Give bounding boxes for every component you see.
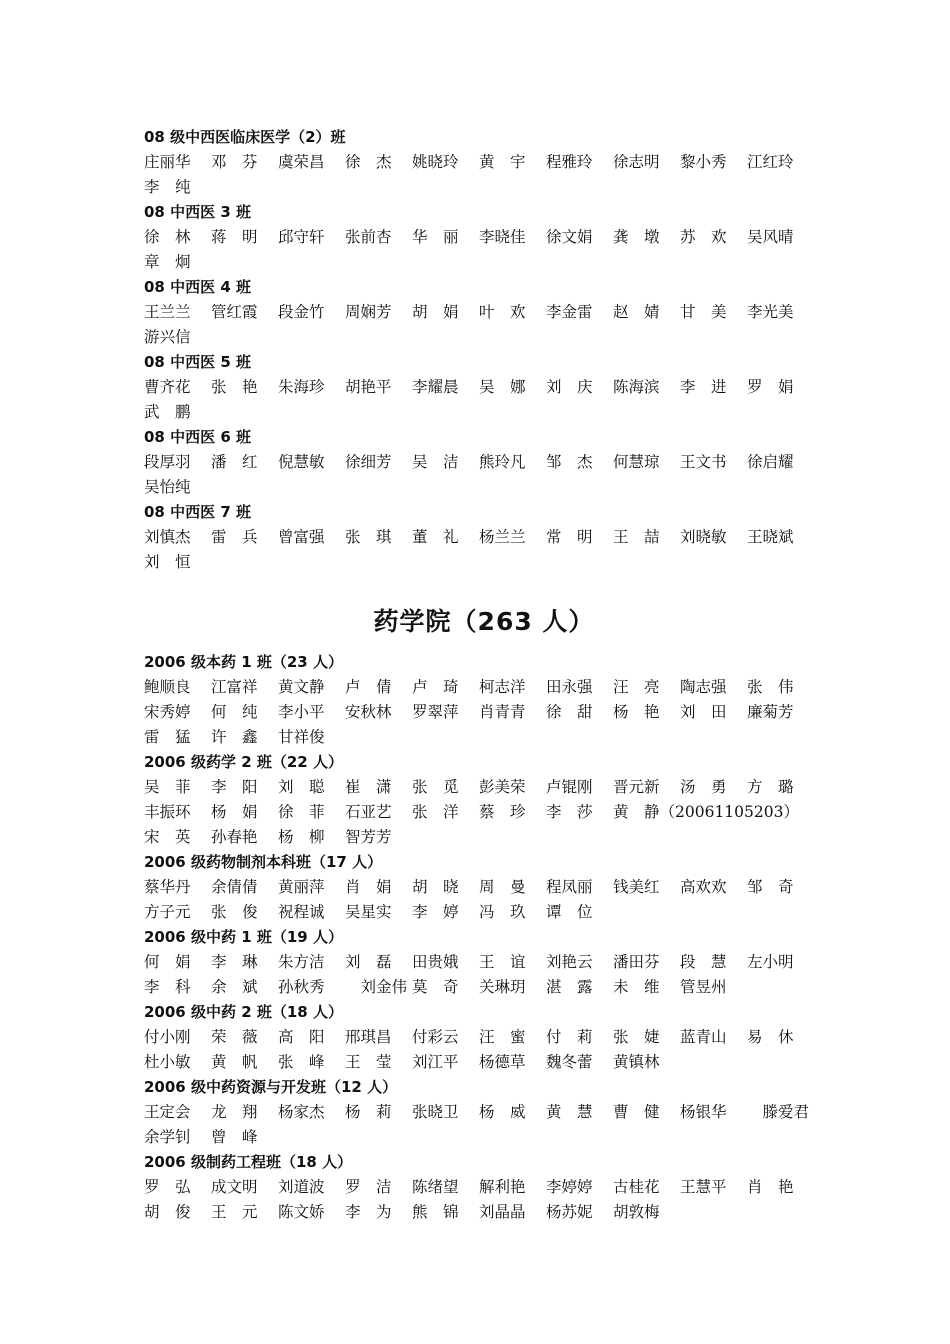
student-name: 易 休	[747, 1028, 794, 1046]
student-name: 雷 猛	[144, 728, 191, 746]
student-name: 宋 英	[144, 828, 191, 846]
student-name: 刘江平	[412, 1053, 459, 1071]
student-name: 许 鑫	[211, 728, 258, 746]
student-name: 田贵娥	[412, 953, 459, 971]
student-name: 何 纯	[211, 703, 258, 721]
student-name: 肖 娟	[345, 878, 392, 896]
student-name: 刘慎杰	[144, 528, 191, 546]
student-name: 付小刚	[144, 1028, 191, 1046]
student-name: 邓 芬	[211, 153, 258, 171]
student-name: 左小明	[747, 953, 794, 971]
student-name: 雷 兵	[211, 528, 258, 546]
name-row	[144, 825, 824, 850]
student-name: 李金雷	[546, 303, 593, 321]
name-row	[144, 775, 824, 800]
student-name: 吴风晴	[747, 228, 794, 246]
student-name: 邱守轩	[278, 228, 325, 246]
student-name: 张晓卫	[412, 1103, 459, 1121]
student-name: 荣 薇	[211, 1028, 258, 1046]
name-row	[144, 525, 824, 550]
student-name: 张 伟	[747, 678, 794, 696]
name-row	[144, 700, 824, 725]
student-name: 江富祥	[211, 678, 258, 696]
student-name: 蒋 明	[211, 228, 258, 246]
student-name: 王文书	[680, 453, 727, 471]
student-name: 陈海滨	[613, 378, 660, 396]
student-name: 莫 奇	[412, 978, 459, 996]
name-row	[144, 225, 824, 250]
student-name: 黄丽萍	[278, 878, 325, 896]
student-name: 张 洋	[412, 803, 459, 821]
student-name: 李 为	[345, 1203, 392, 1221]
student-name: 黄镇林	[613, 1053, 660, 1071]
student-name: 游兴信	[144, 328, 191, 346]
student-name: 何慧琼	[613, 453, 660, 471]
student-name: 杨 威	[479, 1103, 526, 1121]
student-name: 钱美红	[613, 878, 660, 896]
student-name: 李耀晨	[412, 378, 459, 396]
student-name: 汪 亮	[613, 678, 660, 696]
student-name: 关琳玥	[479, 978, 526, 996]
student-name: 江红玲	[747, 153, 794, 171]
student-name: 陶志强	[680, 678, 727, 696]
student-name: 陈绪望	[412, 1178, 459, 1196]
student-name: 潘田芬	[613, 953, 660, 971]
student-name: 邹 奇	[747, 878, 794, 896]
student-name: 宋秀婷	[144, 703, 191, 721]
student-name: 方 璐	[747, 778, 794, 796]
student-name: 古桂花	[613, 1178, 660, 1196]
student-name: 李 纯	[144, 178, 191, 196]
student-name: 杨 柳	[278, 828, 325, 846]
student-name: 徐 甜	[546, 703, 593, 721]
student-name: 解利艳	[479, 1178, 526, 1196]
student-name: 张 峰	[278, 1053, 325, 1071]
student-name: 石亚艺	[345, 803, 392, 821]
class-heading: 08 中西医 5 班	[144, 353, 251, 371]
name-row	[144, 325, 824, 350]
student-name: 苏 欢	[680, 228, 727, 246]
name-row	[144, 450, 824, 475]
name-row	[144, 300, 824, 325]
student-name: 胡艳平	[345, 378, 392, 396]
student-name: 谭 位	[546, 903, 593, 921]
class-heading: 2006 级中药 2 班（18 人）	[144, 1003, 343, 1021]
student-name: 崔 潇	[345, 778, 392, 796]
student-name: 李 婷	[412, 903, 459, 921]
student-name: 赵 婧	[613, 303, 660, 321]
student-name: 王晓斌	[747, 528, 794, 546]
student-name: 杨苏妮	[546, 1203, 593, 1221]
student-name: 吴 娜	[479, 378, 526, 396]
student-name: 湛 露	[546, 978, 593, 996]
student-name: 王兰兰	[144, 303, 191, 321]
student-name: 周娴芳	[345, 303, 392, 321]
student-name: 徐 杰	[345, 153, 392, 171]
student-name: 曹齐花	[144, 378, 191, 396]
name-row	[144, 250, 824, 275]
name-row	[144, 950, 824, 975]
student-name: 方子元	[144, 903, 191, 921]
student-name: 丰振环	[144, 803, 191, 821]
student-name: 高欢欢	[680, 878, 727, 896]
student-name: 徐志明	[613, 153, 660, 171]
student-name: 王定会	[144, 1103, 191, 1121]
student-name: 章 炯	[144, 253, 191, 271]
student-name: 黄 帆	[211, 1053, 258, 1071]
student-name: 鲍顺良	[144, 678, 191, 696]
student-name: 刘道波	[278, 1178, 325, 1196]
student-name: 张前杏	[345, 228, 392, 246]
student-name: 杜小敏	[144, 1053, 191, 1071]
student-name: 罗翠萍	[412, 703, 459, 721]
student-name: 武 鹏	[144, 403, 191, 421]
name-row	[144, 1175, 824, 1200]
class-heading: 08 中西医 6 班	[144, 428, 251, 446]
class-heading: 08 级中西医临床医学（2）班	[144, 128, 346, 146]
student-name: 熊 锦	[412, 1203, 459, 1221]
student-name: 田永强	[546, 678, 593, 696]
student-name: 付彩云	[412, 1028, 459, 1046]
student-name: 杨银华	[680, 1103, 727, 1121]
class-heading: 2006 级药物制剂本科班（17 人）	[144, 853, 383, 871]
student-name: 李 科	[144, 978, 191, 996]
student-name: 刘 庆	[546, 378, 593, 396]
student-name: 叶 欢	[479, 303, 526, 321]
student-name: 汪 蜜	[479, 1028, 526, 1046]
student-name: 罗 娟	[747, 378, 794, 396]
student-name: 智芳芳	[345, 828, 392, 846]
student-name: 董 礼	[412, 528, 459, 546]
student-name: 罗 弘	[144, 1178, 191, 1196]
student-name: 常 明	[546, 528, 593, 546]
student-name: 刘晶晶	[479, 1203, 526, 1221]
student-name: 倪慧敏	[278, 453, 325, 471]
student-name: 卢 琦	[412, 678, 459, 696]
student-name: 朱海珍	[278, 378, 325, 396]
student-name: 刘 恒	[144, 553, 191, 571]
student-name: 李 阳	[211, 778, 258, 796]
student-name: 高 阳	[278, 1028, 325, 1046]
name-row	[144, 900, 824, 925]
student-name: 蔡华丹	[144, 878, 191, 896]
name-row	[144, 375, 824, 400]
name-row	[144, 1125, 824, 1150]
student-name: 杨 娟	[211, 803, 258, 821]
student-name: 邢琪昌	[345, 1028, 392, 1046]
student-name: 汤 勇	[680, 778, 727, 796]
student-name: 张 琪	[345, 528, 392, 546]
student-name: 李 琳	[211, 953, 258, 971]
student-name: 祝程诚	[278, 903, 325, 921]
class-heading: 2006 级中药 1 班（19 人）	[144, 928, 343, 946]
class-heading: 2006 级制药工程班（18 人）	[144, 1153, 353, 1171]
student-name: 孙秋秀	[278, 978, 325, 996]
student-name: 周 曼	[479, 878, 526, 896]
name-row	[144, 1100, 824, 1125]
student-name: 卢 倩	[345, 678, 392, 696]
class-heading: 08 中西医 3 班	[144, 203, 251, 221]
student-name: 潘 红	[211, 453, 258, 471]
name-row	[144, 400, 824, 425]
student-name: 徐 林	[144, 228, 191, 246]
student-name: 李晓佳	[479, 228, 526, 246]
name-row	[144, 1050, 824, 1075]
student-name: 胡 娟	[412, 303, 459, 321]
class-heading: 08 中西医 4 班	[144, 278, 251, 296]
student-name: 廉菊芳	[747, 703, 794, 721]
name-row	[144, 150, 824, 175]
student-name: 胡 晓	[412, 878, 459, 896]
student-name: 刘 聪	[278, 778, 325, 796]
student-name: 徐细芳	[345, 453, 392, 471]
name-row	[144, 875, 824, 900]
student-name: 刘 田	[680, 703, 727, 721]
student-name: 程雅玲	[546, 153, 593, 171]
student-name: 晋元新	[613, 778, 660, 796]
student-name: 刘金伟	[345, 978, 408, 996]
student-name: 肖青青	[479, 703, 526, 721]
class-heading: 08 中西医 7 班	[144, 503, 251, 521]
student-name: 王慧平	[680, 1178, 727, 1196]
student-name: 龙 翔	[211, 1103, 258, 1121]
name-row	[144, 1200, 824, 1225]
student-name: 朱方洁	[278, 953, 325, 971]
student-name: 甘祥俊	[278, 728, 325, 746]
name-row	[144, 800, 824, 825]
roster-content	[144, 125, 824, 1225]
student-name: 张 俊	[211, 903, 258, 921]
student-name: 黄文静	[278, 678, 325, 696]
student-name: 彭美荣	[479, 778, 526, 796]
student-name: 黄 慧	[546, 1103, 593, 1121]
student-name: 孙春艳	[211, 828, 258, 846]
student-name: 管红霞	[211, 303, 258, 321]
student-name: 邹 杰	[546, 453, 593, 471]
student-name: 卢锟刚	[546, 778, 593, 796]
student-name: 成文明	[211, 1178, 258, 1196]
student-name: 庄丽华	[144, 153, 191, 171]
name-row	[144, 175, 824, 200]
section-title: 药学院（263 人）	[373, 607, 595, 636]
student-name: 华 丽	[412, 228, 459, 246]
class-heading: 2006 级本药 1 班（23 人）	[144, 653, 343, 671]
student-name: 余学钊	[144, 1128, 191, 1146]
class-heading: 2006 级药学 2 班（22 人）	[144, 753, 343, 771]
student-name: 曾富强	[278, 528, 325, 546]
student-name: 黄 宇	[479, 153, 526, 171]
student-name: 黎小秀	[680, 153, 727, 171]
student-name: 杨 莉	[345, 1103, 392, 1121]
student-name: 吴星实	[345, 903, 392, 921]
student-name: 柯志洋	[479, 678, 526, 696]
student-name: 杨家杰	[278, 1103, 325, 1121]
student-name: 李小平	[278, 703, 325, 721]
student-name: 杨德草	[479, 1053, 526, 1071]
student-name: 蔡 珍	[479, 803, 526, 821]
student-name: 张 婕	[613, 1028, 660, 1046]
student-name: 王 元	[211, 1203, 258, 1221]
student-name: 陈文娇	[278, 1203, 325, 1221]
student-name: 余倩倩	[211, 878, 258, 896]
student-name: 甘 美	[680, 303, 727, 321]
student-name: 吴 洁	[412, 453, 459, 471]
name-row	[144, 550, 824, 575]
student-name: 安秋林	[345, 703, 392, 721]
student-name: 肖 艳	[747, 1178, 794, 1196]
name-row	[144, 1025, 824, 1050]
name-row	[144, 475, 824, 500]
student-name: 徐文娟	[546, 228, 593, 246]
student-name: 胡 俊	[144, 1203, 191, 1221]
student-name: 徐 菲	[278, 803, 325, 821]
student-name: 滕爱君	[747, 1103, 810, 1121]
student-name: 程凤丽	[546, 878, 593, 896]
name-row	[144, 975, 824, 1000]
student-name: 李 莎	[546, 803, 593, 821]
name-row	[144, 675, 824, 700]
student-name: 曹 健	[613, 1103, 660, 1121]
student-name: 熊玲凡	[479, 453, 526, 471]
student-name: 李光美	[747, 303, 794, 321]
student-name: 蓝青山	[680, 1028, 727, 1046]
student-name: 张 觅	[412, 778, 459, 796]
student-name: 徐启耀	[747, 453, 794, 471]
student-name: 王 莹	[345, 1053, 392, 1071]
student-name: 王 喆	[613, 528, 660, 546]
student-name: 魏冬蕾	[546, 1053, 593, 1071]
student-name: 吴怡纯	[144, 478, 191, 496]
student-name: 张 艳	[211, 378, 258, 396]
student-name: 姚晓玲	[412, 153, 459, 171]
student-name: 付 莉	[546, 1028, 593, 1046]
student-name: 刘 磊	[345, 953, 392, 971]
name-row	[144, 725, 824, 750]
student-name: 杨 艳	[613, 703, 660, 721]
student-name: 曾 峰	[211, 1128, 258, 1146]
student-name: 龚 墩	[613, 228, 660, 246]
student-name: 罗 洁	[345, 1178, 392, 1196]
student-name: 管昱州	[680, 978, 727, 996]
student-name: 余 斌	[211, 978, 258, 996]
student-name: 李婷婷	[546, 1178, 593, 1196]
student-name: 杨兰兰	[479, 528, 526, 546]
student-name: 吴 菲	[144, 778, 191, 796]
student-name: 黄 静（20061105203）	[613, 803, 799, 821]
student-name: 李 进	[680, 378, 727, 396]
student-name: 何 娟	[144, 953, 191, 971]
student-name: 段 慧	[680, 953, 727, 971]
student-name: 刘艳云	[546, 953, 593, 971]
student-name: 胡敦梅	[613, 1203, 660, 1221]
class-heading: 2006 级中药资源与开发班（12 人）	[144, 1078, 398, 1096]
student-name: 刘晓敏	[680, 528, 727, 546]
student-name: 冯 玖	[479, 903, 526, 921]
student-name: 未 维	[613, 978, 660, 996]
student-name: 王 谊	[479, 953, 526, 971]
student-name: 段厚羽	[144, 453, 191, 471]
student-name: 段金竹	[278, 303, 325, 321]
student-name: 虞荣昌	[278, 153, 325, 171]
